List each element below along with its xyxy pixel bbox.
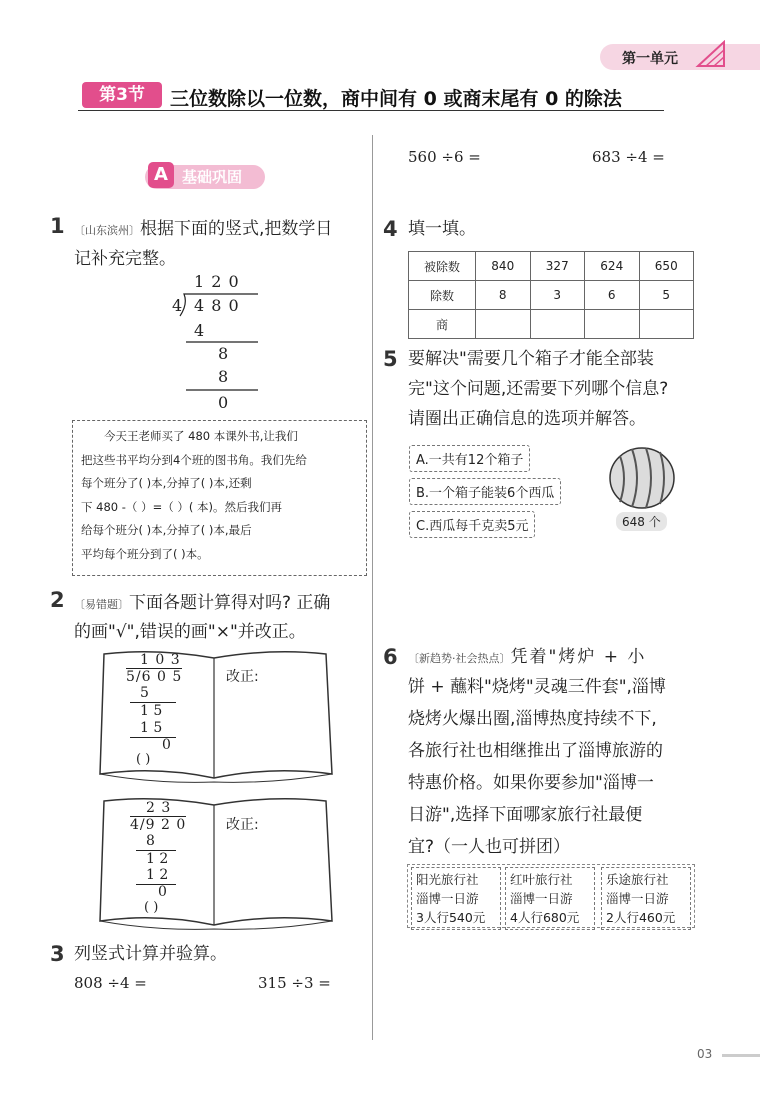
answer-cell[interactable] xyxy=(530,310,585,339)
ruler-triangle-icon xyxy=(694,40,728,68)
q6-first-line xyxy=(408,642,646,672)
q1-step2: 8 xyxy=(218,344,229,363)
q1-note-line: 给每个班分( )本,分掉了( )本,最后 xyxy=(81,523,252,537)
q2-text xyxy=(74,588,374,618)
q1-note-line: 下 480 -（ ）=（ ）( 本)。然后我们再 xyxy=(81,499,282,514)
table-cell: 6 xyxy=(585,281,640,310)
q2-b2-s1: 8 xyxy=(146,833,155,849)
q2-b1-s4: 0 xyxy=(162,737,171,753)
answer-cell[interactable] xyxy=(639,310,694,339)
q2-b2-rule xyxy=(136,884,176,885)
table-row xyxy=(409,252,694,281)
q3-problem-3: 560 ÷6 = xyxy=(408,148,481,166)
agency-trip: 淄博一日游 xyxy=(510,891,573,906)
agency-name: 红叶旅行社 xyxy=(510,872,573,887)
q1-diary-box xyxy=(72,420,367,576)
q2-b2-dividend: 4/9 2 0 xyxy=(130,817,187,833)
q3-problem-1: 808 ÷4 = xyxy=(74,974,147,992)
q6-line2: 饼 + 蘸料"烧烤"灵魂三件套",淄博 xyxy=(408,677,666,697)
q2-b1-s2: 1 5 xyxy=(140,703,163,719)
q2-b2-s4: 0 xyxy=(158,884,167,900)
table-row xyxy=(409,281,694,310)
q1-quotient: 1 2 0 xyxy=(194,272,240,291)
q6-number: 6 xyxy=(383,645,398,669)
q4-number: 4 xyxy=(383,217,398,241)
agency-card-sunshine[interactable] xyxy=(411,867,501,930)
q2-b2-s3: 1 2 xyxy=(146,867,169,883)
q2-b1-s1: 5 xyxy=(140,685,149,701)
agency-price: 3人行540元 xyxy=(416,910,486,925)
q2-b2-s2: 1 2 xyxy=(146,851,169,867)
q6-line6: 日游",选择下面哪家旅行社最便 xyxy=(408,805,643,825)
q2-b1-dividend: 5/6 0 5 xyxy=(126,669,183,685)
answer-cell[interactable] xyxy=(585,310,640,339)
q5-number: 5 xyxy=(383,347,398,371)
q6-line5: 特惠价格。如果你要参加"淄博一 xyxy=(408,773,654,793)
q1-step3: 8 xyxy=(218,367,229,386)
watermelon-count: 648 个 xyxy=(616,512,667,531)
q1-remainder: 0 xyxy=(218,393,229,412)
q1-note-line: 今天王老师买了 480 本课外书,让我们 xyxy=(104,429,298,443)
q5-line3: 请圈出正确信息的选项并解答。 xyxy=(408,409,646,429)
q2-b1-answer-paren[interactable]: ( ) xyxy=(136,752,151,767)
table-cell: 8 xyxy=(476,281,531,310)
q3-number: 3 xyxy=(50,942,65,966)
table-cell: 被除数 xyxy=(409,252,476,281)
agency-price: 2人行460元 xyxy=(606,910,676,925)
table-cell: 5 xyxy=(639,281,694,310)
q2-b1-quotient: 1 0 3 xyxy=(140,652,181,668)
table-cell: 840 xyxy=(476,252,531,281)
page-title: 三位数除以一位数，商中间有 0 或商末尾有 0 的除法 xyxy=(170,88,622,110)
page-number-rule xyxy=(722,1054,760,1057)
q1-note-line: 平均每个班分到了( )本。 xyxy=(81,546,209,561)
q4-text: 填一填。 xyxy=(408,219,476,239)
section-a-label: 基础巩固 xyxy=(182,168,243,186)
q1-note-line: 把这些书平均分到4个班的图书角。我们先给 xyxy=(81,452,307,467)
agency-card-letu[interactable] xyxy=(601,867,691,930)
q1-step1: 4 xyxy=(194,321,205,340)
q6-tag: 〔新趋势·社会热点〕 xyxy=(408,652,511,665)
q6-line4: 各旅行社也相继推出了淄博旅游的 xyxy=(408,741,663,761)
q3-text: 列竖式计算并验算。 xyxy=(74,944,227,964)
table-cell: 除数 xyxy=(409,281,476,310)
q4-table xyxy=(408,251,694,339)
table-cell: 624 xyxy=(585,252,640,281)
watermelon-icon xyxy=(606,444,678,512)
q1-line2: 记补充完整。 xyxy=(74,249,176,269)
agency-name: 阳光旅行社 xyxy=(416,872,479,887)
unit-label: 第一单元 xyxy=(622,51,678,67)
q1-divisor: 4 xyxy=(172,296,183,315)
q1-tag: 〔山东滨州〕 xyxy=(74,224,140,237)
agency-card-redleaf[interactable] xyxy=(505,867,595,930)
q2-b2-quotient: 2 3 xyxy=(146,800,172,816)
q2-line1: 下面各题计算得对吗? 正确 xyxy=(129,593,331,613)
q6-line1: 凭着"烤炉 + 小 xyxy=(510,647,647,667)
q6-line7: 宜?（一人也可拼团） xyxy=(408,837,571,857)
answer-cell[interactable] xyxy=(476,310,531,339)
q1-note-line: 每个班分了( )本,分掉了( )本,还剩 xyxy=(81,476,252,490)
q1-line1: 根据下面的竖式,把数学日 xyxy=(140,219,333,239)
q5-option-c[interactable]: C.西瓜每千克卖5元 xyxy=(409,511,535,538)
q5-option-a[interactable]: A.一共有12个箱子 xyxy=(409,445,530,472)
agency-name: 乐途旅行社 xyxy=(606,872,669,887)
q1-number: 1 xyxy=(50,214,65,238)
q5-line2: 完"这个问题,还需要下列哪个信息? xyxy=(408,379,669,399)
q1-text xyxy=(74,214,374,244)
q1-dividend: 4 8 0 xyxy=(194,296,240,315)
table-cell: 650 xyxy=(639,252,694,281)
q2-number: 2 xyxy=(50,588,65,612)
q3-problem-2: 315 ÷3 = xyxy=(258,974,331,992)
q2-b1-s3: 1 5 xyxy=(140,720,163,736)
table-cell: 3 xyxy=(530,281,585,310)
agency-trip: 淄博一日游 xyxy=(606,891,669,906)
page-number: 03 xyxy=(697,1047,713,1061)
q5-line1: 要解决"需要几个箱子才能全部装 xyxy=(408,349,654,369)
table-cell: 商 xyxy=(409,310,476,339)
q2-b1-correct-label: 改正: xyxy=(226,669,259,685)
q5-option-b[interactable]: B.一个箱子能装6个西瓜 xyxy=(409,478,561,505)
agency-trip: 淄博一日游 xyxy=(416,891,479,906)
section-a-letter: A xyxy=(148,162,174,188)
table-cell: 327 xyxy=(530,252,585,281)
q2-b2-correct-label: 改正: xyxy=(226,817,259,833)
q2-line2: 的画"√",错误的画"×"并改正。 xyxy=(74,622,306,642)
q2-b2-answer-paren[interactable]: ( ) xyxy=(144,900,159,915)
table-row xyxy=(409,310,694,339)
section-badge: 第3节 xyxy=(82,82,162,108)
q3-problem-4: 683 ÷4 = xyxy=(592,148,665,166)
agency-price: 4人行680元 xyxy=(510,910,580,925)
q2-tag: 〔易错题〕 xyxy=(74,598,129,611)
q6-line3: 烧烤火爆出圈,淄博热度持续不下, xyxy=(408,709,657,729)
